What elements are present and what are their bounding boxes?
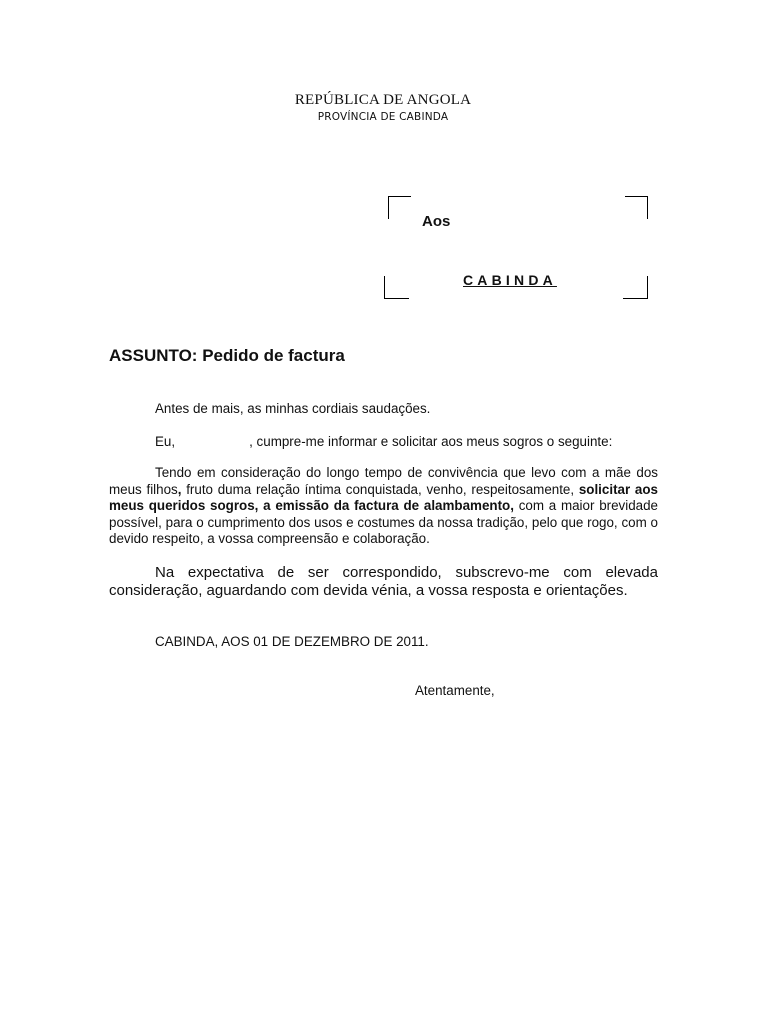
eu-paragraph: [109, 434, 658, 451]
recipient-city: CABINDA: [463, 272, 557, 288]
address-corner-bottom-left: [384, 276, 409, 299]
eu-prefix: Eu,: [155, 434, 176, 449]
province-heading: PROVÍNCIA DE CABINDA: [317, 111, 449, 123]
address-corner-top-right: [625, 196, 648, 219]
country-heading: REPÚBLICA DE ANGOLA: [294, 92, 472, 108]
request-paragraph: [109, 465, 658, 548]
request-bold-text: solicitar aos meus queridos sogros, a emissão da factura de alambamento,: [109, 481, 658, 513]
date-line: CABINDA, AOS 01 DE DEZEMBRO DE 2011.: [155, 634, 429, 649]
closing-paragraph: Na expectativa de ser correspondido, subscrevo-me com elevada consideração, aguardando com devida vénia, a vossa resposta e orientações.: [109, 564, 658, 599]
eu-rest: , cumpre-me informar e solicitar aos meus sogros o seguinte:: [249, 434, 613, 449]
address-corner-bottom-right: [623, 276, 648, 299]
subject-line: ASSUNTO: Pedido de factura: [109, 346, 345, 365]
signoff: Atentamente,: [415, 683, 495, 698]
recipient-line: Aos: [422, 213, 451, 230]
greeting-paragraph: Antes de mais, as minhas cordiais saudações.: [155, 401, 431, 416]
request-text-c: com a maior brevidade possível, para o cumprimento dos usos e costumes da nossa tradição, pelo que rogo, com o devido respeito, a vossa compreensão e colaboração.: [109, 498, 659, 546]
request-comma: ,: [177, 481, 182, 497]
request-text-b: fruto duma relação íntima conquistada, venho, respeitosamente,: [181, 481, 579, 497]
address-corner-top-left: [388, 196, 411, 219]
request-text-a: Tendo em consideração do longo tempo de convivência que levo com a mãe dos meus filhos: [109, 465, 658, 497]
